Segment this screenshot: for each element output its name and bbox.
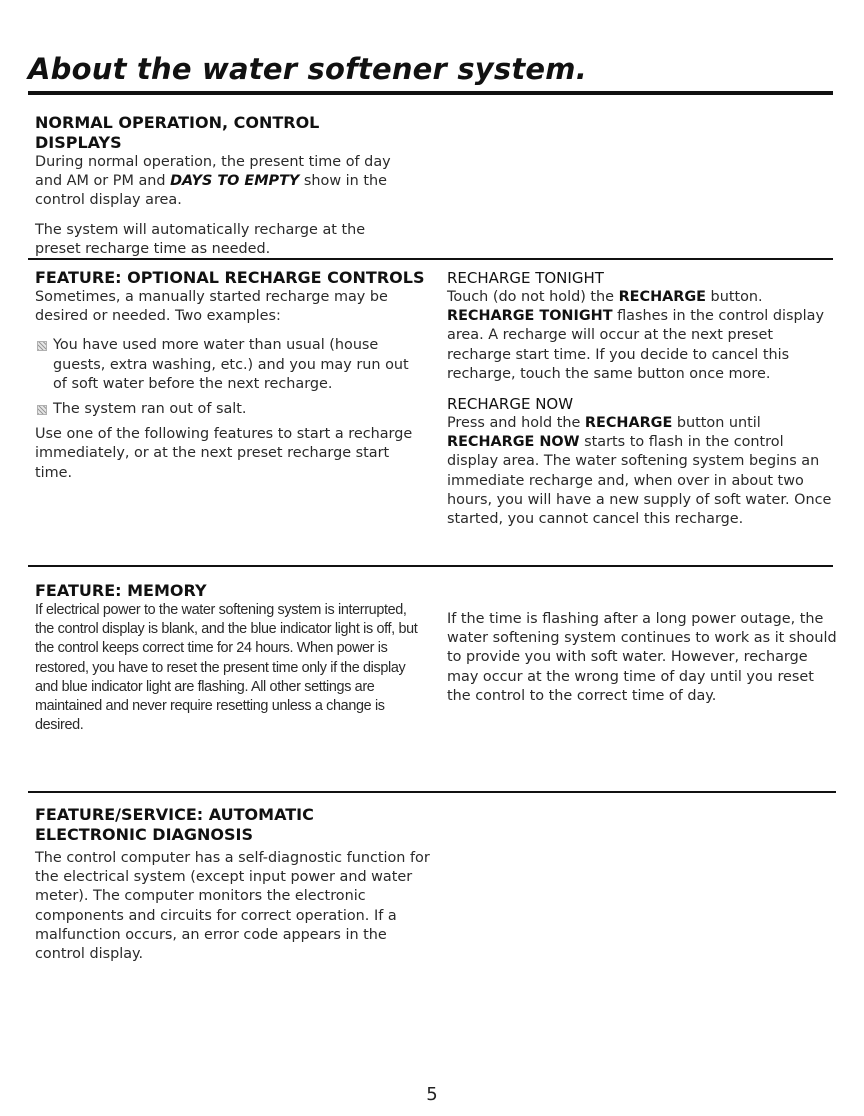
recharge-now-heading: RECHARGE NOW [447,395,574,414]
bullet-icon [37,341,47,351]
optional-recharge-intro: Sometimes, a manually started recharge may be desired or needed. Two examples: [35,289,388,325]
normal-text-a: During normal operation, the present time of day and AM or PM and [35,154,391,190]
normal-text-b: show in the control display area. [35,173,387,209]
page-number: 5 [426,1084,438,1105]
bullet-icon [37,405,47,415]
recharge-button-label: RECHARGE [584,415,673,432]
list-item [35,336,425,394]
list-item [35,400,425,419]
section-rule-1 [28,258,833,260]
memory-section-right [447,610,837,716]
optional-recharge-section [35,268,425,493]
memory-text-left: If electrical power to the water softening system is interrupted, the control display is blank, and the blue indicator light is off, but the control keeps correct time for 24 hours. When power is restored, you have to reset the present time only if the display and blue indicator light are flashing. All other settings are maintained and never require resetting unless a change is desired. [35,602,418,734]
recharge-now-label: RECHARGE NOW [447,434,580,451]
page-title: About the water softener system. [28,52,587,86]
tonight-text-c: flashes in the control display area. A recharge will occur at the next preset recharge start time. If you decide to cancel this recharge, touch the same button once more. [447,308,824,382]
tonight-text-a: Touch (do not hold) the [447,289,619,305]
recharge-tonight-label: RECHARGE TONIGHT [447,308,613,325]
optional-recharge-heading: FEATURE: OPTIONAL RECHARGE CONTROLS [35,268,425,287]
normal-operation-text-1 [35,153,405,211]
now-text-b: button until [672,415,761,432]
recharge-tonight-heading: RECHARGE TONIGHT [447,269,604,287]
memory-heading: FEATURE: MEMORY [35,581,207,600]
diagnosis-heading-line-1: FEATURE/SERVICE: AUTOMATIC [35,805,314,824]
optional-recharge-outro: Use one of the following features to start a recharge immediately, or at the next preset recharge start time. [35,426,413,481]
diagnosis-section [35,805,430,974]
days-to-empty-label: DAYS TO EMPTY [170,173,300,190]
recharge-tonight-text [447,288,835,384]
normal-operation-heading: NORMAL OPERATION, CONTROL DISPLAYS [35,113,320,152]
recharge-now-text [447,414,835,529]
title-rule [28,91,833,95]
normal-operation-text-2: The system will automatically recharge at the preset recharge time as needed. [35,221,366,257]
now-text-c: starts to flash in the control display area. The water softening system begins an immediate recharge and, when over in about two hours, you will have a new supply of soft water. Once started, you cannot cancel this recharge. [447,434,832,528]
recharge-options-column [447,268,835,539]
tonight-text-b: button. [705,289,763,305]
memory-text-right: If the time is flashing after a long power outage, the water softening system continues to work as it should to provide you with soft water. However, recharge may occur at the wrong time of day until you reset the control to the correct time of day. [447,611,837,704]
normal-operation-section [35,113,405,269]
recharge-button-label: RECHARGE [618,289,706,305]
diagnosis-heading-line-2: ELECTRONIC DIAGNOSIS [35,825,254,844]
bullet-text: You have used more water than usual (house guests, extra washing, etc.) and you may run out of soft water before the next recharge. [53,337,409,392]
section-rule-3 [28,791,836,793]
bullet-text: The system ran out of salt. [53,401,247,418]
diagnosis-text: The control computer has a self-diagnostic function for the electrical system (except input power and water meter). The computer monitors the electronic components and circuits for correct operation. If a malfunction occurs, an error code appears in the control display. [35,850,430,963]
now-text-a: Press and hold the [447,415,585,432]
memory-section [35,581,420,745]
section-rule-2 [28,565,833,567]
